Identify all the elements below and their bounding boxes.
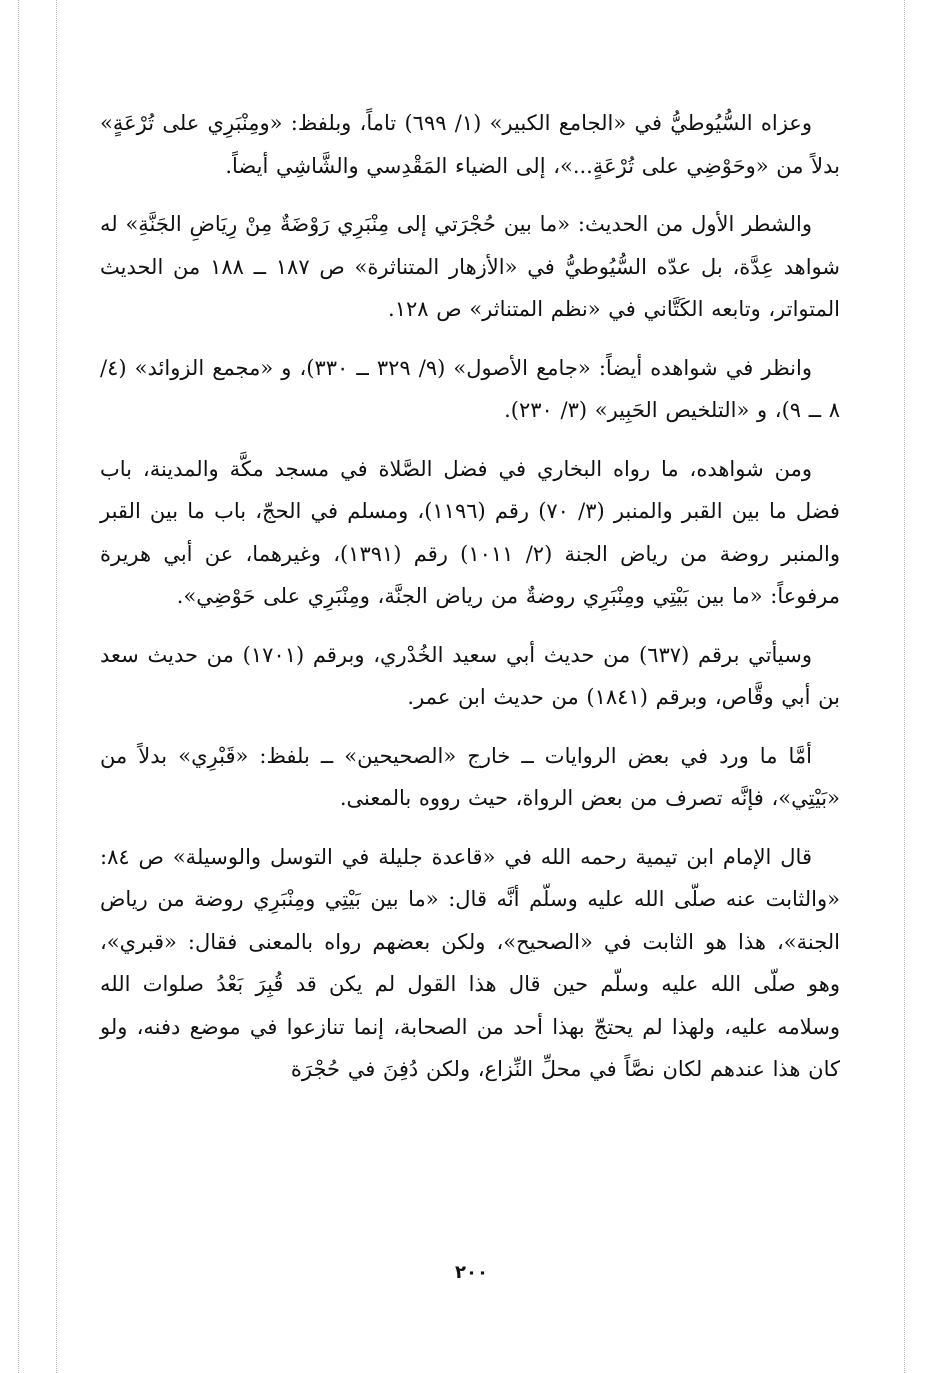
paragraph-first-half-hadith: والشطر الأول من الحديث: «ما بين حُجْرَتي إلى مِنْبَرِي رَوْضَةٌ مِنْ رِيَاضِ الجَنَّةِ» له شواهد عِدَّة، بل عدّه السُّيُوطيُّ في «الأزهار المتناثرة» ص ١٨٧ ــ ١٨٨ من الحديث المتواتر، وتابعه الكَتَّاني في «نظم المتناثر» ص ١٢٨. [100,212,840,321]
paragraph-other-witnesses: وانظر في شواهده أيضاً: «جامع الأصول» (٩/ ٣٢٩ ــ ٣٣٠)، و «مجمع الزوائد» (٤/ ٨ ــ ٩)، و «التلخيص الحَبِير» (٣/ ٢٣٠). [100,355,840,422]
scan-edge-mark [56,0,57,1373]
paragraph-qabri-variant: أمَّا ما ورد في بعض الروايات ــ خارج «الصحيحين» ــ بلفظ: «قَبْرِي» بدلاً من «بَيْتِي»، فإنَّه تصرف من بعض الرواة، حيث رووه بالمعنى. [100,743,840,810]
paragraph-upcoming-references: وسيأتي برقم (٦٣٧) من حديث أبي سعيد الخُدْري، وبرقم (١٧٠١) من حديث سعد بن أبي وقَّاص، وبرقم (١٨٤١) من حديث ابن عمر. [100,642,840,709]
scan-edge-mark [18,0,19,1373]
paragraph-ibn-taymiyyah-quote: قال الإمام ابن تيمية رحمه الله في «قاعدة جليلة في التوسل والوسيلة» ص ٨٤: «والثابت عنه صلّى الله عليه وسلّم أنَّه قال: «ما بين بَيْتِي ومِنْبَرِي روضة من رياض الجنة»، هذا هو الثابت في «الصحيح»، ولكن بعضهم رواه بالمعنى فقال: «قبري»، وهو صلّى الله عليه وسلّم حين قال هذا القول لم يكن قد قُبِرَ بَعْدُ صلوات الله وسلامه عليه، ولهذا لم يحتجّ بهذا أحد من الصحابة، إنما تنازعوا في موضع دفنه، ولو كان هذا عندهم لكان نصَّاً في محلِّ النِّزاع، ولكن دُفِنَ في حُجْرَة [100,844,840,1081]
page-number: ٢٠٠ [455,1262,488,1283]
footnote-text-block [100,102,840,1107]
paragraph-suyuti-attribution: وعزاه السُّيُوطيُّ في «الجامع الكبير» (١/ ٦٩٩) تاماً، وبلفظ: «ومِنْبَرِي على تُرْعَةٍ» بدلاً من «وحَوْضِي على تُرْعَةٍ...»، إلى الضياء المَقْدِسي والشَّاشِي أيضاً. [100,111,840,178]
scan-edge-mark [904,0,905,1373]
paragraph-bukhari-muslim: ومن شواهده، ما رواه البخاري في فضل الصَّلاة في مسجد مكَّة والمدينة، باب فضل ما بين القبر والمنبر (٣/ ٧٠) رقم (١١٩٦)، ومسلم في الحجّ، باب ما بين القبر والمنبر روضة من رياض الجنة (٢/ ١٠١١) رقم (١٣٩١)، وغيرهما، عن أبي هريرة مرفوعاً: «ما بين بَيْتِي ومِنْبَرِي روضةٌ من رياض الجنَّة، ومِنْبَرِي على حَوْضِي». [100,456,840,608]
